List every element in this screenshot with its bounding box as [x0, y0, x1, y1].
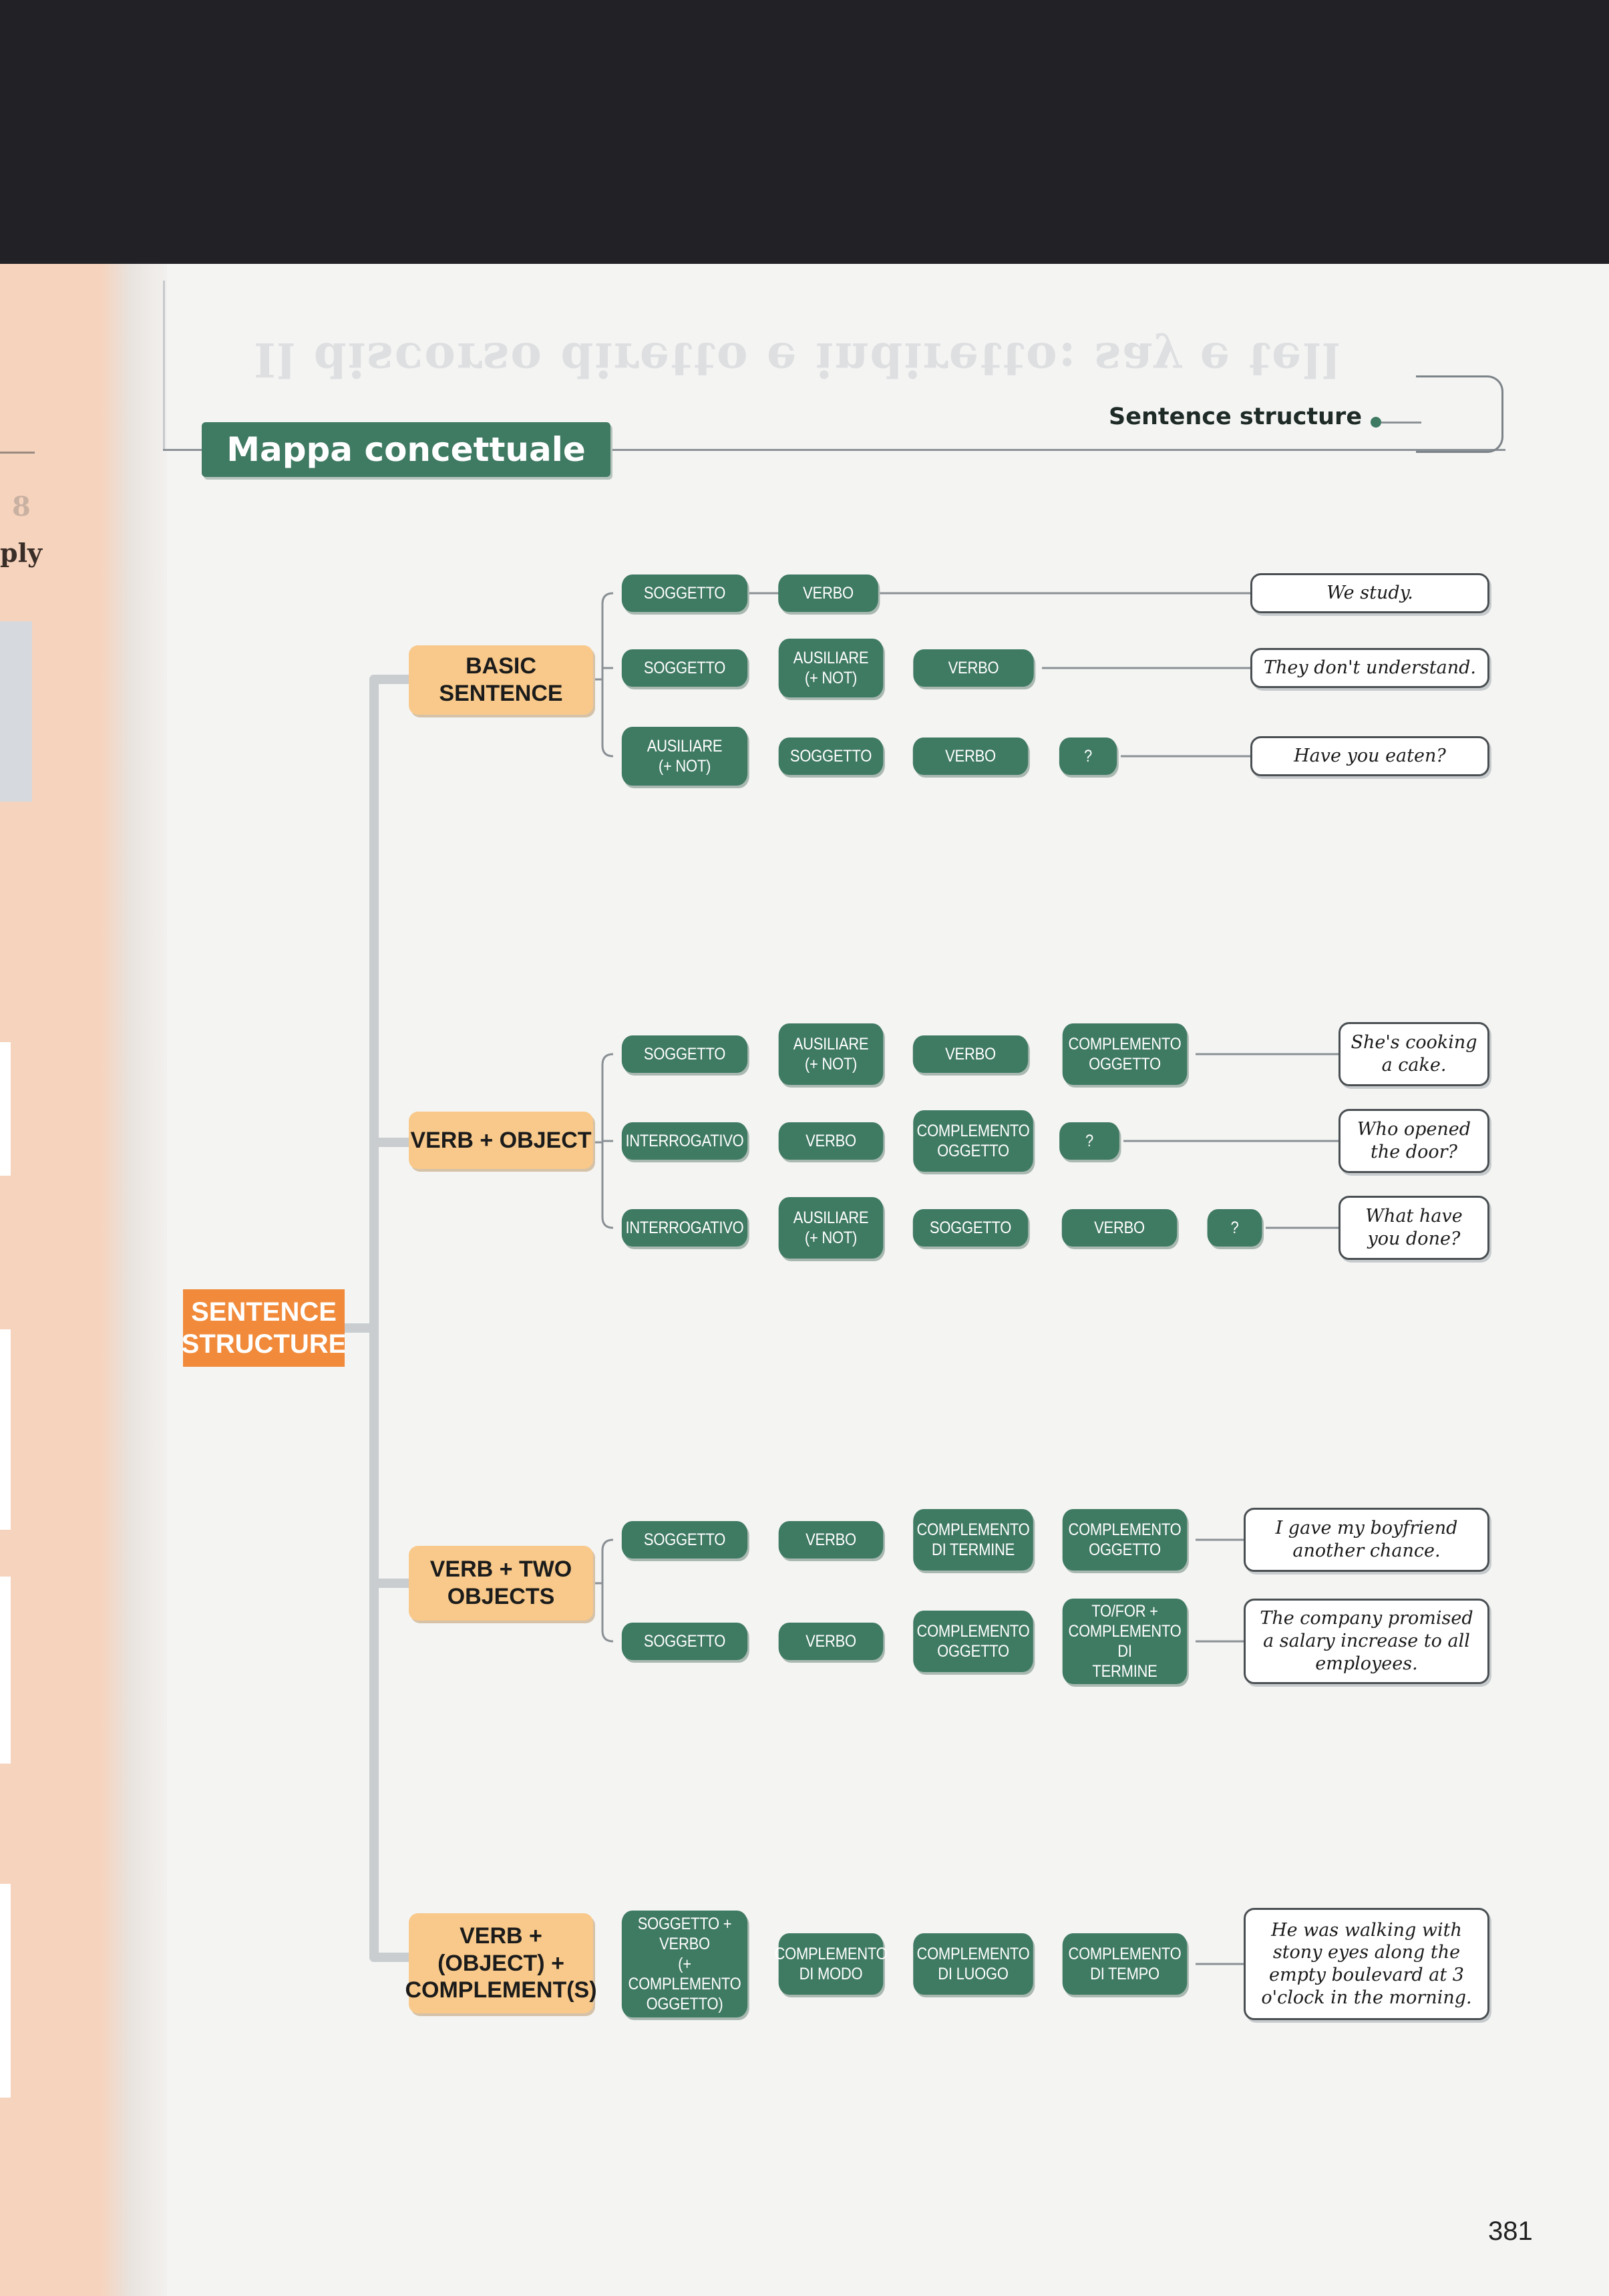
node-ausiliare: AUSILIARE (+ NOT): [779, 639, 884, 697]
left-page-text-fragment: ply: [0, 538, 43, 568]
node-ausiliare: AUSILIARE (+ NOT): [779, 1023, 884, 1085]
node-ausiliare: AUSILIARE (+ NOT): [779, 1197, 884, 1259]
node-complemento-oggetto: COMPLEMENTO OGGETTO: [913, 1611, 1033, 1672]
category-basic-sentence: BASIC SENTENCE: [409, 645, 593, 715]
example-r9: He was walking with stony eyes along the empty boulevard at 3 o'clock in the morning.: [1244, 1908, 1489, 2020]
node-question-mark: ?: [1208, 1209, 1262, 1247]
node-soggetto: SOGGETTO: [622, 1035, 747, 1073]
node-soggetto: SOGGETTO: [913, 1209, 1028, 1247]
example-r8: The company promised a salary increase to all employees.: [1244, 1599, 1489, 1684]
node-complemento-oggetto: COMPLEMENTO OGGETTO: [1063, 1509, 1188, 1571]
category-verb-two-objects: VERB + TWO OBJECTS: [409, 1546, 593, 1621]
map-title: Mappa concettuale: [202, 422, 610, 477]
node-complemento-di-tempo: COMPLEMENTO DI TEMPO: [1063, 1933, 1188, 1995]
node-verbo: VERBO: [779, 1623, 884, 1660]
example-r5: Who opened the door?: [1338, 1109, 1489, 1173]
node-verbo: VERBO: [913, 1035, 1028, 1073]
node-verbo: VERBO: [1062, 1209, 1177, 1247]
node-complemento-oggetto: COMPLEMENTO OGGETTO: [1063, 1023, 1188, 1085]
example-r2: They don't understand.: [1250, 648, 1489, 688]
node-interrogativo: INTERROGATIVO: [622, 1122, 747, 1160]
node-verbo: VERBO: [913, 737, 1028, 775]
node-verbo: VERBO: [913, 649, 1033, 687]
node-soggetto: SOGGETTO: [779, 737, 884, 775]
node-soggetto: SOGGETTO: [622, 1521, 747, 1559]
example-r6: What have you done?: [1338, 1196, 1489, 1260]
sentence-structure-root: SENTENCE STRUCTURE: [183, 1289, 345, 1367]
category-verb-object-complements: VERB + (OBJECT) + COMPLEMENT(S): [409, 1913, 593, 2013]
node-complemento-di-luogo: COMPLEMENTO DI LUOGO: [913, 1933, 1033, 1995]
node-soggetto-verbo-complemento-oggetto: SOGGETTO + VERBO (+ COMPLEMENTO OGGETTO): [622, 1911, 747, 2017]
category-verb-object: VERB + OBJECT: [409, 1112, 593, 1169]
example-r1: We study.: [1250, 573, 1489, 613]
node-complemento-di-termine: COMPLEMENTO DI TERMINE: [913, 1509, 1033, 1571]
node-soggetto: SOGGETTO: [622, 1623, 747, 1660]
node-complemento-di-modo: COMPLEMENTO DI MODO: [779, 1933, 884, 1995]
structure-label: Sentence structure: [1109, 403, 1363, 430]
node-interrogativo: INTERROGATIVO: [622, 1209, 747, 1247]
page-number: 381: [1488, 2217, 1533, 2246]
node-verbo: VERBO: [779, 1122, 884, 1160]
left-page-number-fragment: 8: [12, 491, 31, 522]
node-verbo: VERBO: [778, 575, 878, 612]
example-r3: Have you eaten?: [1250, 736, 1489, 776]
node-verbo: VERBO: [779, 1521, 884, 1559]
node-question-mark: ?: [1059, 737, 1117, 775]
example-r4: She's cooking a cake.: [1338, 1022, 1489, 1086]
node-complemento-oggetto: COMPLEMENTO OGGETTO: [913, 1110, 1033, 1172]
example-r7: I gave my boyfriend another chance.: [1244, 1508, 1489, 1572]
node-ausiliare: AUSILIARE (+ NOT): [622, 727, 747, 786]
node-to-for-complemento-di-termine: TO/FOR + COMPLEMENTO DI TERMINE: [1063, 1599, 1188, 1684]
node-soggetto: SOGGETTO: [622, 575, 747, 612]
node-soggetto: SOGGETTO: [622, 649, 747, 687]
node-question-mark: ?: [1059, 1122, 1119, 1160]
